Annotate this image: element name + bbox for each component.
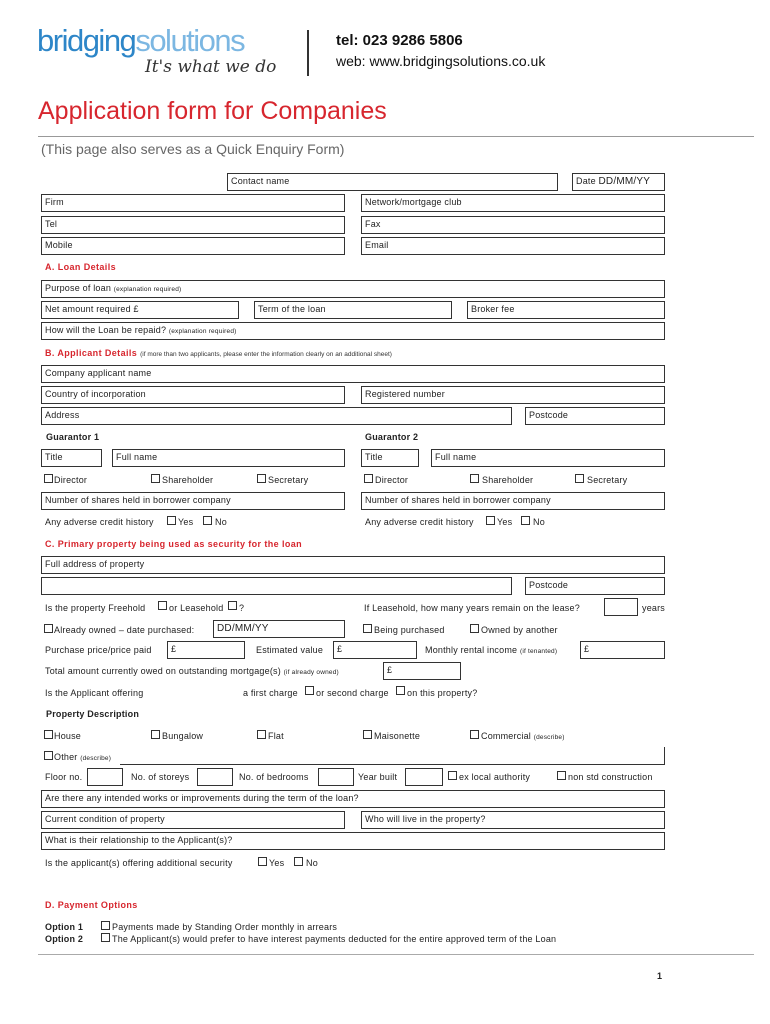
commercial-describe-note: (describe) (533, 734, 565, 741)
net-amount-label: Net amount required £ (45, 304, 139, 314)
g2-title-field[interactable] (361, 449, 419, 467)
logo-tagline: It's what we do (145, 57, 277, 77)
non-std-construction-label: non std construction (568, 772, 653, 782)
fax-label: Fax (365, 219, 381, 229)
total-owed-pound: £ (387, 665, 393, 675)
header-website: web: www.bridgingsolutions.co.uk (336, 53, 546, 69)
option1-label: Option 1 (45, 922, 84, 932)
monthly-rental-field[interactable] (580, 641, 665, 659)
additional-security-yes-label: Yes (269, 858, 285, 868)
other-text: Other (54, 752, 78, 762)
monthly-rental-text: Monthly rental income (425, 645, 518, 655)
monthly-rental-pound: £ (584, 644, 590, 654)
email-field[interactable] (361, 237, 665, 255)
maisonette-label: Maisonette (374, 731, 421, 741)
years-label: years (642, 603, 666, 613)
ex-local-authority-checkbox[interactable] (448, 771, 457, 780)
postcode-field[interactable] (525, 407, 665, 425)
relationship-label: What is their relationship to the Applicant(s)? (45, 835, 233, 845)
country-field[interactable] (41, 386, 345, 404)
purpose-label: Purpose of loan (45, 283, 112, 293)
flat-label: Flat (268, 731, 284, 741)
bedrooms-label: No. of bedrooms (239, 772, 309, 782)
leasehold-qmark: ? (239, 603, 245, 613)
g2-adverse-no-label: No (533, 517, 545, 527)
already-owned-checkbox[interactable] (44, 624, 53, 633)
commercial-text: Commercial (481, 731, 532, 741)
company-name-field[interactable] (41, 365, 665, 383)
storeys-field[interactable] (197, 768, 233, 786)
on-this-property-label: on this property? (407, 688, 478, 698)
purchase-price-pound: £ (171, 644, 177, 654)
mobile-label: Mobile (45, 240, 73, 250)
additional-security-no-label: No (306, 858, 318, 868)
email-label: Email (365, 240, 389, 250)
additional-security-no-checkbox[interactable] (294, 857, 303, 866)
non-std-construction-checkbox[interactable] (557, 771, 566, 780)
leasehold-label: or Leasehold (169, 603, 224, 613)
freehold-label: Is the property Freehold (45, 603, 146, 613)
page-title: Application form for Companies (38, 97, 387, 125)
purchase-price-field[interactable] (167, 641, 245, 659)
g2-shares-field[interactable] (361, 492, 665, 510)
broker-fee-field[interactable] (467, 301, 665, 319)
lease-years-question: If Leasehold, how many years remain on the lease? (364, 603, 580, 613)
condition-label: Current condition of property (45, 814, 165, 824)
applicant-heading-note: (if more than two applicants, please enter the information clearly on an additional sheet) (140, 351, 392, 358)
applicant-heading (45, 348, 392, 358)
estimated-value-field[interactable] (333, 641, 417, 659)
total-owed-label (45, 666, 339, 676)
being-purchased-checkbox[interactable] (363, 624, 372, 633)
being-purchased-label: Being purchased (374, 625, 445, 635)
property-description-heading: Property Description (46, 709, 140, 719)
g1-adverse-yes-label: Yes (178, 517, 194, 527)
g2-adverse-label: Any adverse credit history (365, 517, 474, 527)
company-name-label: Company applicant name (45, 368, 152, 378)
first-charge-label: a first charge (243, 688, 298, 698)
who-live-label: Who will live in the property? (365, 814, 486, 824)
page-number: 1 (657, 971, 663, 981)
if-owned-note: (if already owned) (283, 669, 339, 676)
g1-fullname-field[interactable] (112, 449, 345, 467)
relationship-field[interactable] (41, 832, 665, 850)
full-address-field[interactable] (41, 556, 665, 574)
purchase-date-field[interactable] (213, 620, 345, 638)
header-phone: tel: 023 9286 5806 (336, 32, 463, 49)
commercial-label (481, 731, 565, 741)
floor-no-field[interactable] (87, 768, 123, 786)
year-built-label: Year built (358, 772, 398, 782)
purpose-field[interactable] (41, 280, 665, 298)
net-amount-field[interactable] (41, 301, 239, 319)
g1-secretary-checkbox[interactable] (257, 474, 266, 483)
g1-adverse-yes-checkbox[interactable] (167, 516, 176, 525)
guarantor2-heading: Guarantor 2 (365, 432, 419, 442)
second-charge-label: or second charge (316, 688, 389, 698)
freehold-checkbox[interactable] (158, 601, 167, 610)
network-field[interactable] (361, 194, 665, 212)
other-label (54, 752, 111, 762)
works-label: Are there any intended works or improvements during the term of the loan? (45, 793, 359, 803)
repaid-note: (explanation required) (168, 328, 237, 335)
g1-secretary-label: Secretary (268, 475, 309, 485)
date-field[interactable] (572, 173, 665, 191)
property-heading: C. Primary property being used as security for the loan (45, 539, 303, 549)
footer-rule (38, 954, 754, 955)
option2-checkbox[interactable] (101, 933, 110, 942)
owned-by-another-label: Owned by another (481, 625, 558, 635)
tel-field[interactable] (41, 216, 345, 234)
g2-director-checkbox[interactable] (364, 474, 373, 483)
other-describe-line[interactable] (120, 764, 665, 765)
house-checkbox[interactable] (44, 730, 53, 739)
tel-label: Tel (45, 219, 58, 229)
purpose-note: (explanation required) (113, 286, 182, 293)
g2-secretary-checkbox[interactable] (575, 474, 584, 483)
g1-shareholder-checkbox[interactable] (151, 474, 160, 483)
g2-title-label: Title (365, 452, 383, 462)
full-address-label: Full address of property (45, 559, 145, 569)
option1-text: Payments made by Standing Order monthly in arrears (112, 922, 338, 932)
g2-adverse-yes-checkbox[interactable] (486, 516, 495, 525)
other-describe-note: (describe) (80, 755, 112, 762)
if-tenanted-note: (if tenanted) (519, 648, 558, 655)
g2-fullname-label: Full name (435, 452, 477, 462)
total-owed-field[interactable] (383, 662, 461, 680)
date-value: DD/MM/YY (598, 176, 651, 187)
network-label: Network/mortgage club (365, 197, 462, 207)
lease-years-field[interactable] (604, 598, 638, 616)
address-label: Address (45, 410, 80, 420)
ex-local-authority-label: ex local authority (459, 772, 531, 782)
firm-field[interactable] (41, 194, 345, 212)
loan-heading: A. Loan Details (45, 262, 117, 272)
header-divider (307, 30, 309, 76)
bedrooms-field[interactable] (318, 768, 354, 786)
bungalow-label: Bungalow (162, 731, 204, 741)
logo-solutions: solutions (135, 23, 245, 58)
first-charge-checkbox[interactable] (305, 686, 314, 695)
mobile-field[interactable] (41, 237, 345, 255)
date-label: Date (576, 176, 596, 186)
estimated-value-label: Estimated value (256, 645, 324, 655)
repaid-field[interactable] (41, 322, 665, 340)
bungalow-checkbox[interactable] (151, 730, 160, 739)
contact-name-label: Contact name (231, 176, 290, 186)
logo-bridging: bridging (37, 23, 136, 58)
option2-text: The Applicant(s) would prefer to have interest payments deducted for the entire approved term of the Loan (112, 934, 557, 944)
storeys-label: No. of storeys (131, 772, 190, 782)
address-field[interactable] (41, 407, 512, 425)
g1-shareholder-label: Shareholder (162, 475, 214, 485)
total-owed-text: Total amount currently owed on outstanding mortgage(s) (45, 666, 281, 676)
g2-secretary-label: Secretary (587, 475, 628, 485)
address-line2-field[interactable] (41, 577, 512, 595)
g2-shareholder-checkbox[interactable] (470, 474, 479, 483)
country-label: Country of incorporation (45, 389, 146, 399)
fax-field[interactable] (361, 216, 665, 234)
guarantor1-heading: Guarantor 1 (46, 432, 100, 442)
owned-by-another-checkbox[interactable] (470, 624, 479, 633)
property-postcode-label: Postcode (529, 580, 569, 590)
registered-number-label: Registered number (365, 389, 445, 399)
g2-shares-label: Number of shares held in borrower company (365, 495, 551, 505)
house-label: House (54, 731, 82, 741)
applicant-heading-text: B. Applicant Details (45, 348, 138, 358)
monthly-rental-label (425, 645, 557, 655)
year-built-field[interactable] (405, 768, 443, 786)
second-charge-checkbox[interactable] (396, 686, 405, 695)
g1-shares-field[interactable] (41, 492, 345, 510)
g1-adverse-no-checkbox[interactable] (203, 516, 212, 525)
g2-fullname-field[interactable] (431, 449, 665, 467)
already-owned-label: Already owned – date purchased: (54, 625, 195, 635)
condition-field[interactable] (41, 811, 345, 829)
maisonette-checkbox[interactable] (363, 730, 372, 739)
estimated-value-pound: £ (337, 644, 343, 654)
g1-shares-label: Number of shares held in borrower company (45, 495, 231, 505)
flat-checkbox[interactable] (257, 730, 266, 739)
g2-adverse-no-checkbox[interactable] (521, 516, 530, 525)
other-describe-line-end (664, 747, 665, 765)
g1-fullname-label: Full name (116, 452, 158, 462)
term-label: Term of the loan (258, 304, 326, 314)
logo (37, 23, 277, 77)
payment-heading: D. Payment Options (45, 900, 138, 910)
title-rule (38, 136, 754, 137)
purchase-date-value: DD/MM/YY (217, 623, 269, 634)
offering-label: Is the Applicant offering (45, 688, 144, 698)
option1-checkbox[interactable] (101, 921, 110, 930)
property-postcode-field[interactable] (525, 577, 665, 595)
floor-no-label: Floor no. (45, 772, 83, 782)
g1-adverse-label: Any adverse credit history (45, 517, 154, 527)
repaid-label: How will the Loan be repaid? (45, 325, 167, 335)
g2-adverse-yes-label: Yes (497, 517, 513, 527)
g1-adverse-no-label: No (215, 517, 227, 527)
g1-title-label: Title (45, 452, 63, 462)
postcode-label: Postcode (529, 410, 569, 420)
leasehold-checkbox[interactable] (228, 601, 237, 610)
additional-security-yes-checkbox[interactable] (258, 857, 267, 866)
who-live-field[interactable] (361, 811, 665, 829)
g1-director-checkbox[interactable] (44, 474, 53, 483)
broker-fee-label: Broker fee (471, 304, 515, 314)
works-field[interactable] (41, 790, 665, 808)
g1-title-field[interactable] (41, 449, 102, 467)
term-field[interactable] (254, 301, 452, 319)
additional-security-label: Is the applicant(s) offering additional security (45, 858, 233, 868)
firm-label: Firm (45, 197, 64, 207)
g2-shareholder-label: Shareholder (482, 475, 534, 485)
registered-number-field[interactable] (361, 386, 665, 404)
g2-director-label: Director (375, 475, 409, 485)
page-subtitle: (This page also serves as a Quick Enquiry Form) (41, 141, 345, 157)
contact-name-field[interactable] (227, 173, 558, 191)
commercial-checkbox[interactable] (470, 730, 479, 739)
purchase-price-label: Purchase price/price paid (45, 645, 152, 655)
g1-director-label: Director (54, 475, 88, 485)
option2-label: Option 2 (45, 934, 84, 944)
other-checkbox[interactable] (44, 751, 53, 760)
